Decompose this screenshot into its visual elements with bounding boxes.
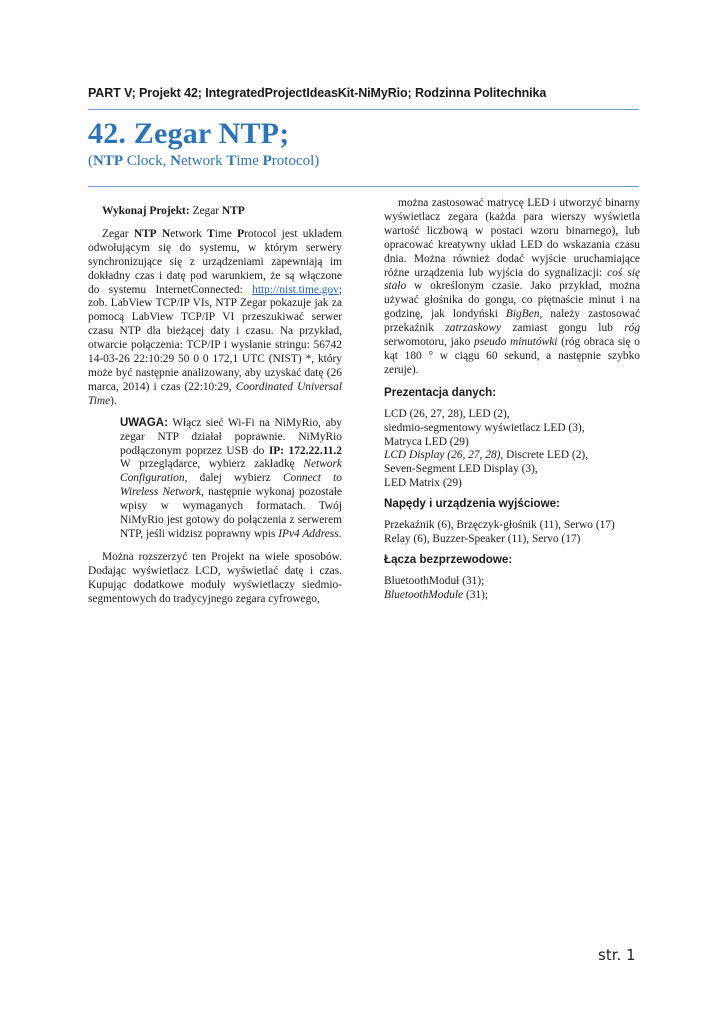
page-number: str. 1 [598,946,636,964]
list-item: Relay (6), Buzzer-Speaker (11), Servo (17) [384,532,581,545]
list-item: LCD Display (26, 27, 28), Discrete LED (2), [384,449,589,462]
page-subtitle: (NTP Clock, Network Time Protocol) [88,153,320,169]
intro-paragraph: Zegar NTP Network Time Protocol jest układem odwołującym się do systemu, w którym serwery synchronizujące się z urządzeniami zapewniają im dokładny czas i datę pod warunkiem, że są włączone do systemu InternetConnected: http://nist.time.gov; zob. LabView TCP/IP VIs, NTP Zegar pokazuje jak za pomocą LabView TCP/IP VI przeszukiwać serwer czasu NTP dla bieżącej daty i czasu. Na przykład, otwarcie połączenia: TCP/IP i wysłanie stringu: 56742 14-03-26 22:10:29 50 0 0 172,1 UTC (NIST) *, który może być następnie analizowany, aby uzyskać datę (26 marca, 2014) i czas (22:10:29, Coordinated Universal Time). [88,227,343,407]
section-heading-wireless: Łącza bezprzewodowe: [384,552,513,566]
extension-paragraph: Można rozszerzyć ten Projekt na wiele sposobów. Dodając wyświetlacz LCD, wyświetlać datę i czas. Kupując dodatkowe moduły wyświetlaczy siedmio-segmentowych do tradycyjnego zegara cyfrowego, [88,550,342,605]
section-heading-actuators: Napędy i urządzenia wyjściowe: [384,497,560,511]
actuators-list [384,519,640,547]
title-rule [88,186,639,187]
note-label: UWAGA: [120,416,168,429]
page-title: 42. Zegar NTP; [88,117,290,150]
wireless-list [384,575,640,603]
right-column [384,197,640,609]
list-item: LED Matrix (29) [384,477,462,490]
nist-time-link[interactable]: http://nist.time.gov [252,283,339,296]
list-item: Matryca LED (29) [384,435,469,448]
list-item: BluetoothModuł (31); [384,574,485,587]
list-item: Przekaźnik (6), Brzęczyk-głośnik (11), Serwo (17) [384,519,615,532]
project-lead: Wykonaj Projekt: Zegar NTP [102,205,245,217]
list-item: Seven-Segment LED Display (3), [384,463,538,476]
note-box: UWAGA: Włącz sieć Wi-Fi na NiMyRio, aby zegar NTP działał poprawnie. NiMyRio podłączonym poprzez USB do IP: 172.22.11.2 W przeglądarce, wybierz zakładkę Network Configuration, dalej wybierz Connect to Wireless Network, następnie wykonaj pozostałe wpisy w wymaganych formatach. Twój NiMyRio jest gotowy do połączenia z serwerem NTP, jeśli widzisz poprawny wpis IPv4 Address. [120,416,342,540]
running-header: PART V; Projekt 42; IntegratedProjectIdeasKit-NiMyRio; Rodzinna Politechnika [88,86,547,100]
left-column [88,205,342,614]
header-rule [88,109,639,110]
list-item: LCD (26, 27, 28), LED (2), [384,407,510,420]
continuation-paragraph: można zastosować matrycę LED i utworzyć binarny wyświetlacz zegara (każda para wierszy wyświetla wartość liczbową w postaci wzoru binarnego), lub opracować kreatywny układ LED do wskazania czasu dnia. Można również dodać wyjście uruchamiające różne urządzenia lub wyjścia do sygnalizacji: coś się stało w określonym czasie. Jako przykład, można używać głośnika do gongu, co piętnaście minut i na godzinę, jak londyński BigBen, należy zastosować przekaźnik zatrzaskowy zamiast gongu lub róg serwomotoru, jako pseudo minutówki (róg obraca się o kąt 180 ° w ciągu 60 sekund, a następnie szybko zeruje). [384,197,641,376]
section-heading-data-presentation: Prezentacja danych: [384,385,497,399]
data-presentation-list [384,408,640,491]
list-item: BluetoothModule (31); [384,588,489,601]
list-item: siedmio-segmentowy wyświetlacz LED (3), [384,421,585,434]
